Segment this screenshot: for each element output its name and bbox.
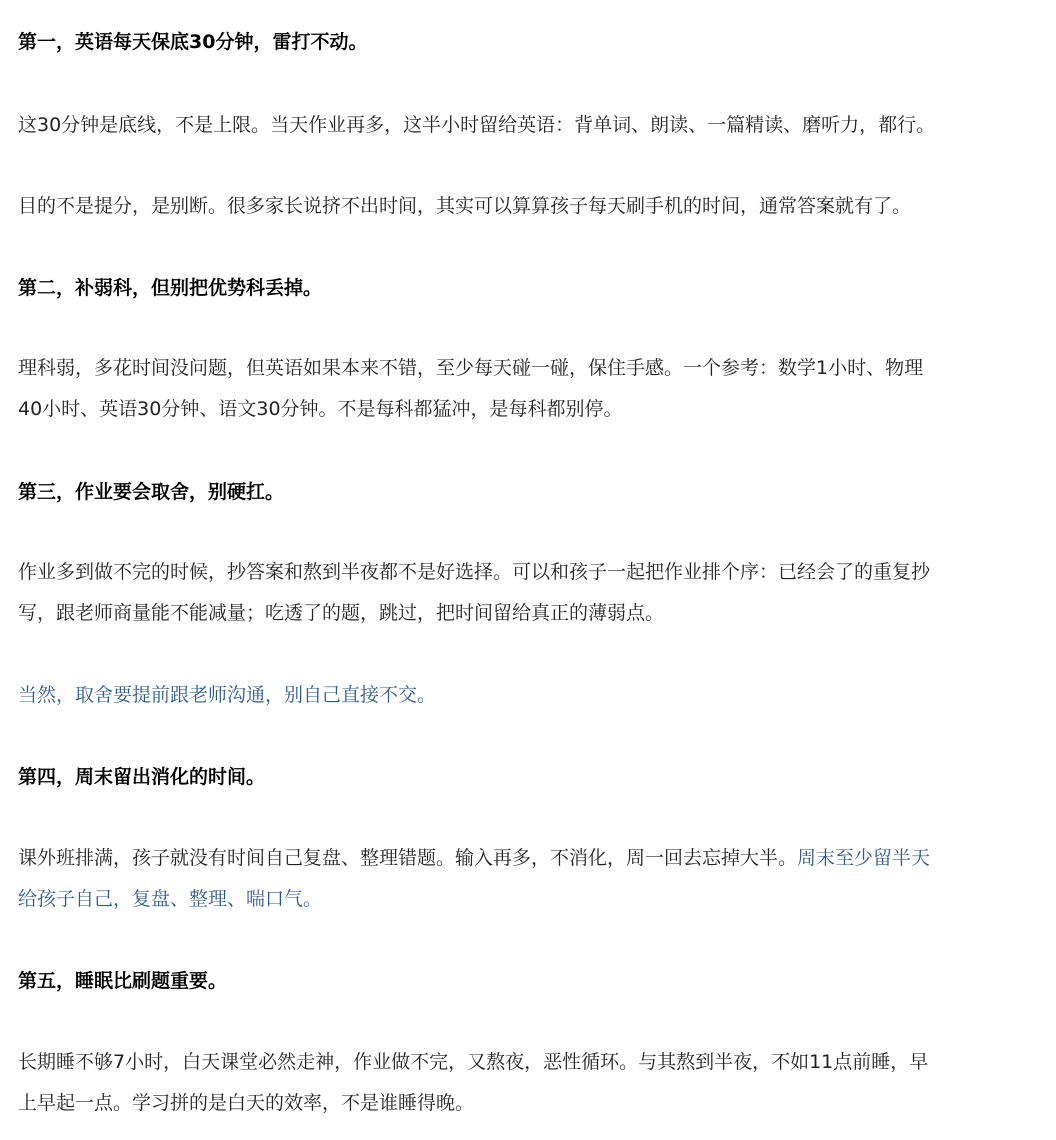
section-3-paragraph-line-2: 写，跟老师商量能不能减量；吃透了的题，跳过，把时间留给真正的薄弱点。 — [18, 602, 665, 624]
section-1-heading: 第一，英语每天保底30分钟，雷打不动。 — [18, 31, 368, 53]
section-4-paragraph-line-2: 给孩子自己，复盘、整理、喘口气。 — [18, 888, 323, 910]
section-3-heading: 第三，作业要会取舍，别硬扛。 — [18, 481, 285, 503]
section-4-plain-text: 课外班排满，孩子就没有时间自己复盘、整理错题。输入再多，不消化，周一回去忘掉大半。 — [18, 847, 798, 869]
section-4-heading: 第四，周末留出消化的时间。 — [18, 766, 266, 788]
section-5-paragraph-line-2: 上早起一点。学习拼的是白天的效率，不是谁睡得晚。 — [18, 1092, 475, 1114]
section-3-note: 当然，取舍要提前跟老师沟通，别自己直接不交。 — [18, 684, 437, 706]
section-5-paragraph-line-1: 长期睡不够7小时，白天课堂必然走神，作业做不完，又熬夜，恶性循环。与其熬到半夜，不如11点前睡，早 — [18, 1051, 929, 1073]
section-2-heading: 第二，补弱科，但别把优势科丢掉。 — [18, 277, 323, 299]
section-4-paragraph-line-1 — [18, 838, 1038, 879]
section-2-paragraph-line-1: 理科弱，多花时间没问题，但英语如果本来不错，至少每天碰一碰，保住手感。一个参考：数学1小时、物理 — [18, 357, 924, 379]
section-4-highlight-start: 周末至少留半天 — [797, 847, 931, 869]
section-1-paragraph-2: 目的不是提分，是别断。很多家长说挤不出时间，其实可以算算孩子每天刷手机的时间，通常答案就有了。 — [18, 195, 912, 217]
section-5-heading: 第五，睡眠比刷题重要。 — [18, 970, 228, 992]
section-1-paragraph-1: 这30分钟是底线，不是上限。当天作业再多，这半小时留给英语：背单词、朗读、一篇精读、磨听力，都行。 — [18, 114, 936, 136]
section-2-paragraph-line-2: 40小时、英语30分钟、语文30分钟。不是每科都猛冲，是每科都别停。 — [18, 398, 623, 420]
section-3-paragraph-line-1: 作业多到做不完的时候，抄答案和熬到半夜都不是好选择。可以和孩子一起把作业排个序：已经会了的重复抄 — [18, 561, 931, 583]
